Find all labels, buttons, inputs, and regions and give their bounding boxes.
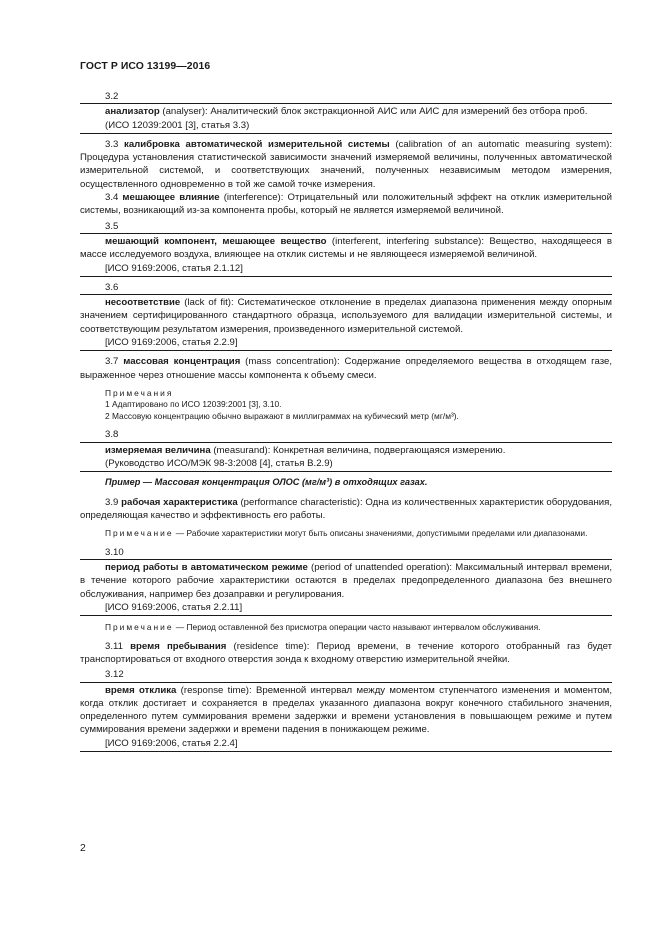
note-text: — Период оставленной без присмотра операции часто называют интервалом обслуживания. <box>173 622 541 633</box>
term-definition-3-3 <box>80 138 612 191</box>
term-box-3-5 <box>80 233 612 277</box>
term-box-3-10 <box>80 559 612 616</box>
term-number: 3.2 <box>105 91 119 102</box>
note-item: 2 Массовую концентрацию обычно выражают в миллиграммах на кубический метр (мг/м³). <box>105 410 459 421</box>
term-name: время пребывания <box>130 640 227 652</box>
term-def-text: (response time): Временной интервал между моментом ступенчатого изменения и моментом, когда отклик достигает и сохраняется в пределах указанного диапазона вокруг конечного стабильного значения, определенного путем суммирования времени задержки и времени установления в повышающем режиме и путем суммирования времени задержки и времени падения в понижающем режиме. <box>80 684 612 736</box>
term-number: 3.6 <box>105 281 119 293</box>
term-definition <box>80 444 612 457</box>
note-paragraph <box>80 622 612 634</box>
term-box-3-6 <box>80 294 612 351</box>
term-definition <box>80 684 612 737</box>
term-definition <box>80 296 612 336</box>
term-name: анализатор <box>105 106 160 118</box>
term-number: 3.3 <box>105 138 125 150</box>
page-number: 2 <box>80 843 86 854</box>
term-name: время отклика <box>105 684 177 696</box>
term-number: 3.10 <box>105 546 124 558</box>
term-source: (Руководство ИСО/МЭК 98-3:2008 [4], статья B.2.9) <box>105 458 333 470</box>
term-def-text: (residence time): Период времени, в течение которого отобранный газ будет транспортироваться от входного отверстия зонда к входному отверстию измерительной ячейки. <box>80 640 612 665</box>
note-label: Примечание <box>105 528 174 539</box>
term-name: массовая концентрация <box>123 356 241 368</box>
term-number: 3.11 <box>105 640 131 652</box>
term-name: рабочая характеристика <box>121 496 238 508</box>
term-source: (ИСО 12039:2001 [3], статья 3.3) <box>105 119 250 131</box>
term-name: мешающее влияние <box>122 192 220 204</box>
term-number: 3.12 <box>105 669 124 681</box>
term-source: [ИСО 9169:2006, статья 2.1.12] <box>105 262 243 274</box>
term-definition <box>80 561 612 601</box>
term-box-3-8 <box>80 442 612 473</box>
example-text: Пример — Массовая концентрация ОЛОС (мг/м³) в отходящих газах. <box>105 477 428 488</box>
term-name: несоответствие <box>105 297 181 309</box>
term-name: мешающий компонент, мешающее вещество <box>105 235 327 247</box>
note-paragraph <box>80 528 612 540</box>
notes-heading: Примечания <box>105 387 174 398</box>
term-def-text: (analyser): Аналитический блок экстракционной АИС или АИС для измерений без отбора проб. <box>159 106 588 118</box>
term-definition <box>80 235 612 262</box>
term-definition-3-9 <box>80 496 612 523</box>
term-number: 3.4 <box>105 192 123 204</box>
term-number: 3.8 <box>105 429 119 441</box>
document-header: ГОСТ Р ИСО 13199—2016 <box>80 61 211 72</box>
term-box-3-2 <box>80 103 612 134</box>
note-label: Примечание <box>105 622 174 633</box>
term-def-text: (interference): Отрицательный или положительный эффект на отклик измерительной системы, возникающий из-за компонента пробы, который не является измеряемой величиной. <box>80 192 612 217</box>
term-name: калибровка автоматической измерительной системы <box>124 138 390 150</box>
term-def-text: (lack of fit): Систематическое отклонение в пределах диапазона применения между опорным значением сертифицированного стандартного образца, используемого для валидации измерительной системы, и соответствующим результатом измерения, произведенного измерительной системой. <box>80 297 612 335</box>
term-source: [ИСО 9169:2006, статья 2.2.11] <box>105 601 243 613</box>
term-definition <box>80 105 612 118</box>
term-source: [ИСО 9169:2006, статья 2.2.4] <box>105 737 238 749</box>
term-name: измеряемая величина <box>105 444 211 456</box>
term-def-text: (interferent, interfering substance): Вещество, находящееся в массе исследуемого воздуха, влияющее на отклик системы и не являющееся измеряемой величиной. <box>80 235 612 261</box>
term-def-text: (calibration of an automatic measuring system): Процедура установления статистической зависимости значений измеряемой величины, полученных автоматической измерительной системой, и соответствующих значений, полученных независимым методом измерения, осуществленного одновременно в той же самой точке измерения. <box>80 138 612 190</box>
term-def-text: (measurand): Конкретная величина, подвергающаяся измерению. <box>210 444 506 456</box>
document-body <box>80 88 612 756</box>
term-definition-3-4 <box>80 191 612 218</box>
term-name: период работы в автоматическом режиме <box>105 562 308 574</box>
term-number: 3.5 <box>105 220 119 232</box>
term-box-3-12 <box>80 682 612 752</box>
term-def-text: (mass concentration): Содержание определяемого вещества в отходящем газе, выраженное через отношение массы компонента к объему смеси. <box>80 356 612 381</box>
note-item: 1 Адаптировано по ИСО 12039:2001 [3], 3.10. <box>105 399 282 410</box>
term-number: 3.9 <box>105 496 122 508</box>
term-definition-3-7 <box>80 355 612 382</box>
term-number: 3.7 <box>105 356 124 368</box>
term-def-text: (performance characteristic): Одна из количественных характеристик оборудования, определяющая качество и эффективность его работы. <box>80 496 613 521</box>
term-definition-3-11 <box>80 640 612 667</box>
note-text: — Рабочие характеристики могут быть описаны значениями, допустимыми пределами или диапазонами. <box>173 528 588 539</box>
term-source: [ИСО 9169:2006, статья 2.2.9] <box>105 337 238 349</box>
term-def-text: (period of unattended operation): Максимальный интервал времени, в течение которого рабочие характеристики остаются в пределах предопределенного диапазона без внешнего обслуживания, например без дозаправки и регулирования. <box>80 562 612 600</box>
